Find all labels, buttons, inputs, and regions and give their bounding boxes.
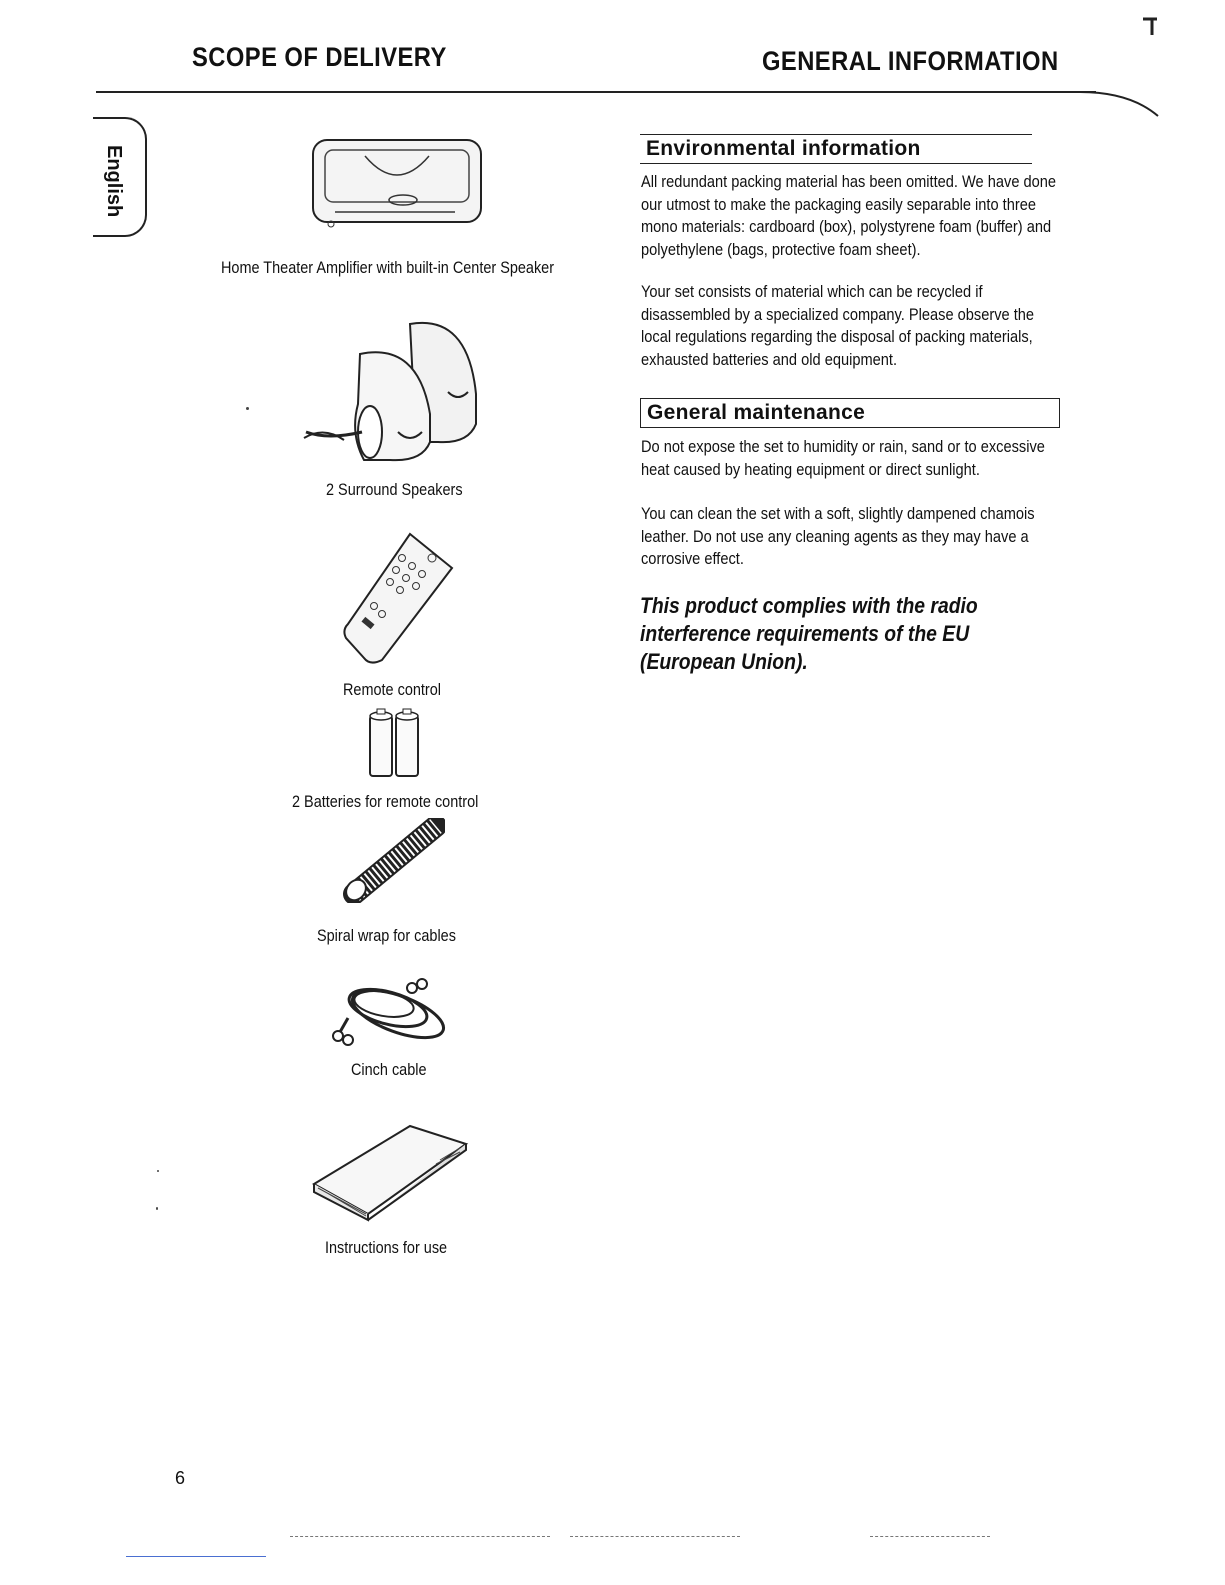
eu-compliance-notice: This product complies with the radio interference requirements of the EU (European Union). [640,593,978,674]
batteries-illustration [366,708,424,780]
item-caption: 2 Batteries for remote control [292,792,479,811]
language-tab-label: English [103,145,125,218]
item-caption: Instructions for use [325,1238,448,1257]
page-number: 6 [175,1468,186,1488]
header-rule-curve [1080,82,1160,122]
remote-control-illustration [340,528,460,666]
item-caption: Remote control [343,680,441,699]
item-caption: Spiral wrap for cables [317,926,456,945]
speakers-illustration [298,314,488,464]
manual-illustration [310,1122,470,1222]
footer-link-line [126,1556,266,1557]
maintenance-paragraph-1: Do not expose the set to humidity or rain, sand or to excessive heat caused by heating equipment or direct sunlight. [641,437,1045,479]
environmental-heading: Environmental information [640,134,1032,164]
cinch-cable-illustration [328,974,458,1050]
item-caption: Home Theater Amplifier with built-in Center Speaker [221,258,555,277]
corner-mark-icon [1140,16,1160,38]
item-caption: Cinch cable [351,1060,427,1079]
left-page-header: SCOPE OF DELIVERY [192,42,447,72]
right-page-header: GENERAL INFORMATION [762,46,1059,76]
spiral-wrap-illustration [340,818,445,903]
environmental-paragraph-2: Your set consists of material which can be recycled if disassembled by a specialized company. Please observe the local regulations regarding the disposal of packing materials, exhausted batteries and old equipment. [641,282,1035,369]
amplifier-illustration [305,128,485,233]
header-rule [96,91,1096,93]
maintenance-paragraph-2: You can clean the set with a soft, slightly dampened chamois leather. Do not use any cleaning agents as they may have a corrosive effect. [641,504,1035,568]
environmental-paragraph-1: All redundant packing material has been omitted. We have done our utmost to make the packaging easily separable into three mono materials: cardboard (box), polystyrene foam (buffer) and polyethylene (bags, protective foam sheet). [641,172,1057,259]
maintenance-heading: General maintenance [640,398,1060,428]
item-caption: 2 Surround Speakers [326,480,463,499]
